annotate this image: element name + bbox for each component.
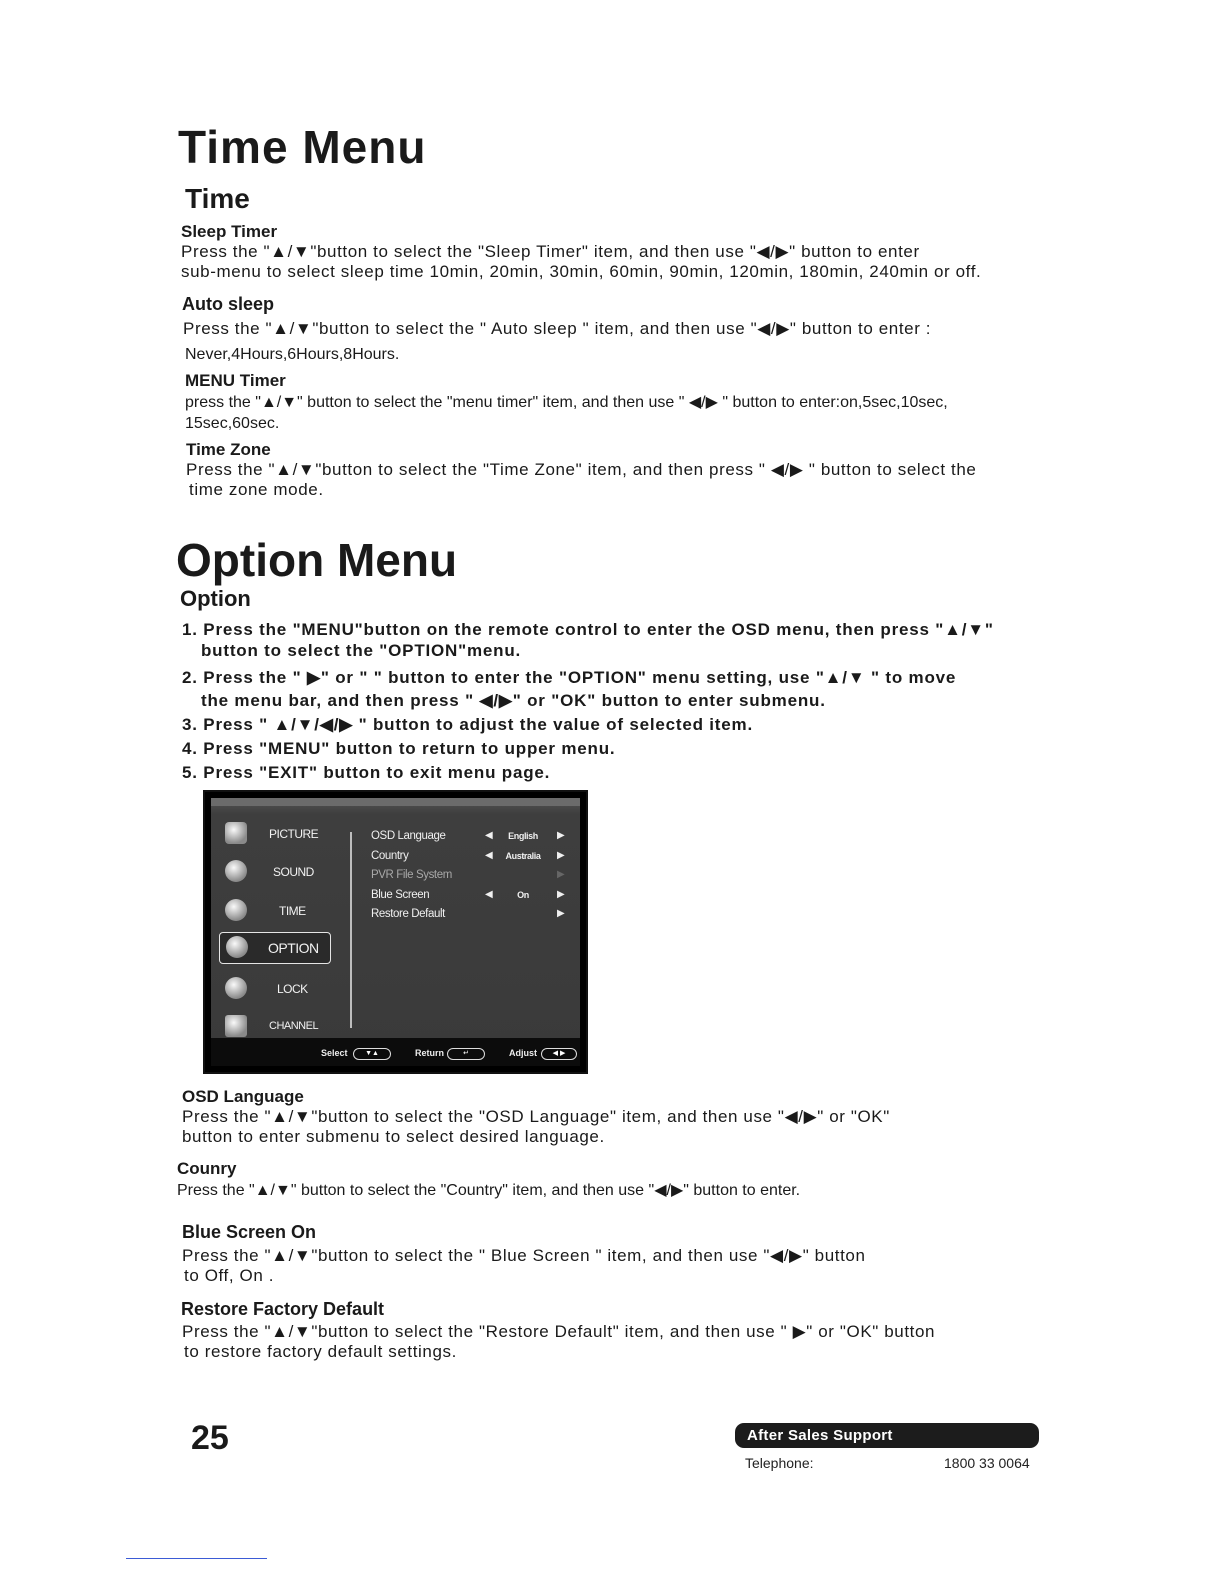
osd-sidebar-sound: SOUND	[219, 856, 331, 888]
osd-sidebar-lock: LOCK	[219, 973, 331, 1005]
osd-option-restore-default: Restore Default ▶	[371, 908, 565, 920]
left-arrow-icon: ◀	[485, 850, 493, 861]
osd-option-blue-screen: Blue Screen ◀ On ▶	[371, 889, 565, 901]
right-arrow-icon: ▶	[557, 830, 565, 841]
osd-bottom-bar: Select ▼▲ Return ↵ Adjust ◀ ▶	[211, 1038, 580, 1066]
page-number: 25	[191, 1419, 229, 1457]
telephone-number: 1800 33 0064	[944, 1455, 1030, 1471]
restore-text-1: Press the "▲/▼"button to select the "Restore Default" item, and then use " ▶" or "OK" button	[182, 1322, 936, 1341]
osd-option-osd-language: OSD Language ◀ English ▶	[371, 830, 565, 842]
menu-timer-text-2: 15sec,60sec.	[185, 415, 280, 432]
restore-heading: Restore Factory Default	[181, 1299, 385, 1319]
option-menu-title: Option Menu	[176, 534, 458, 586]
osd-language-text-1: Press the "▲/▼"button to select the "OSD Language" item, and then use "◀/▶" or "OK"	[182, 1107, 890, 1126]
right-arrow-icon: ▶	[557, 869, 565, 880]
blue-screen-heading: Blue Screen On	[182, 1222, 317, 1242]
osd-language-text-2: button to enter submenu to select desired language.	[182, 1127, 605, 1146]
restore-text-2: to restore factory default settings.	[184, 1342, 457, 1361]
after-sales-support-badge: After Sales Support	[735, 1423, 1039, 1448]
left-arrow-icon: ◀	[485, 830, 493, 841]
clock-icon	[225, 899, 247, 921]
time-zone-heading: Time Zone	[186, 440, 271, 459]
time-zone-text-2: time zone mode.	[189, 480, 324, 499]
left-arrow-icon: ◀	[485, 889, 493, 900]
up-down-key-icon: ▼▲	[353, 1048, 391, 1060]
satellite-dish-icon	[225, 1015, 247, 1037]
left-right-key-icon: ◀ ▶	[541, 1048, 577, 1060]
blue-screen-text-1: Press the "▲/▼"button to select the " Blue Screen " item, and then use "◀/▶" button	[182, 1246, 866, 1265]
picture-icon	[225, 822, 247, 844]
option-step-5: 5. Press "EXIT" button to exit menu page.	[182, 763, 551, 782]
option-step-4: 4. Press "MENU" button to return to upper menu.	[182, 739, 616, 758]
time-subtitle: Time	[185, 183, 250, 214]
option-subtitle: Option	[180, 586, 251, 611]
sleep-timer-text-1: Press the "▲/▼"button to select the "Sleep Timer" item, and then use "◀/▶" button to enter	[181, 242, 920, 261]
osd-option-pvr-file-system: PVR File System ▶	[371, 869, 565, 881]
country-text: Press the "▲/▼" button to select the "Country" item, and then use "◀/▶" button to enter.	[177, 1182, 801, 1199]
option-step-2a: 2. Press the " ▶" or " " button to enter the "OPTION" menu setting, use "▲/▼ " to move	[182, 668, 957, 687]
option-step-1a: 1. Press the "MENU"button on the remote control to enter the OSD menu, then press "▲/▼"	[182, 620, 994, 639]
menu-timer-text-1: press the "▲/▼" button to select the "menu timer" item, and then use " ◀/▶ " button to enter:on,5sec,10sec,	[185, 394, 948, 411]
option-step-1b: button to select the "OPTION"menu.	[201, 641, 522, 660]
right-arrow-icon: ▶	[557, 850, 565, 861]
lock-icon	[225, 977, 247, 999]
osd-sidebar-option: OPTION	[219, 932, 331, 964]
osd-sidebar-time: TIME	[219, 895, 331, 927]
auto-sleep-heading: Auto sleep	[182, 294, 275, 314]
osd-option-country: Country ◀ Australia ▶	[371, 850, 565, 862]
time-menu-title: Time Menu	[178, 121, 427, 173]
osd-divider	[350, 832, 352, 1028]
option-step-2b: the menu bar, and then press " ◀/▶" or "OK" button to enter submenu.	[201, 691, 826, 710]
sleep-timer-text-2: sub-menu to select sleep time 10min, 20min, 30min, 60min, 90min, 120min, 180min, 240min or off.	[181, 262, 982, 281]
return-key-icon: ↵	[447, 1048, 485, 1060]
auto-sleep-text-2: Never,4Hours,6Hours,8Hours.	[185, 346, 400, 363]
country-heading: Counry	[177, 1159, 237, 1178]
osd-sidebar-channel: CHANNEL	[219, 1011, 331, 1043]
right-arrow-icon: ▶	[557, 908, 565, 919]
option-step-3: 3. Press " ▲/▼/◀/▶ " button to adjust the value of selected item.	[182, 715, 753, 734]
menu-timer-heading: MENU Timer	[185, 371, 286, 390]
osd-language-heading: OSD Language	[182, 1087, 304, 1106]
osd-sidebar-picture: PICTURE	[219, 818, 331, 850]
speaker-icon	[225, 860, 247, 882]
time-zone-text-1: Press the "▲/▼"button to select the "Time Zone" item, and then press " ◀/▶ " button to select the	[186, 460, 977, 479]
right-arrow-icon: ▶	[557, 889, 565, 900]
footer-rule	[126, 1558, 267, 1559]
sleep-timer-heading: Sleep Timer	[181, 222, 278, 241]
auto-sleep-text-1: Press the "▲/▼"button to select the " Auto sleep " item, and then use "◀/▶" button to enter :	[183, 319, 932, 338]
telephone-label: Telephone:	[745, 1455, 814, 1471]
osd-menu-screenshot	[203, 790, 588, 1074]
blue-screen-text-2: to Off, On .	[184, 1266, 275, 1285]
osd-top-bar	[211, 798, 580, 806]
gear-icon	[226, 936, 248, 958]
